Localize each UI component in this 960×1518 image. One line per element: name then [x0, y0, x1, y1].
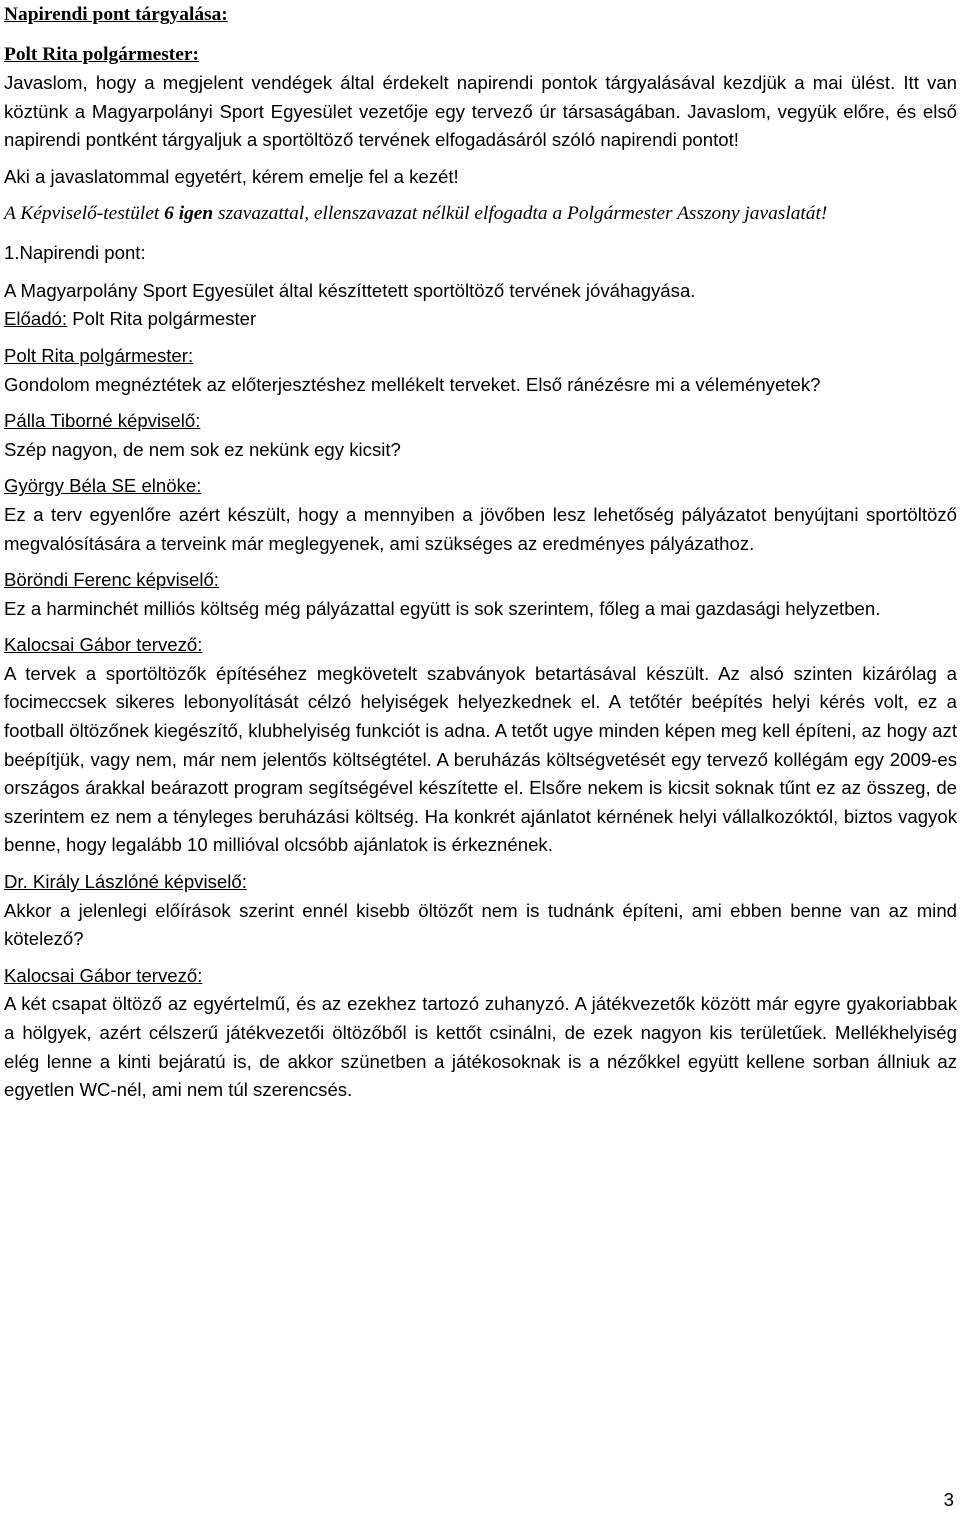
speaker-name: Polt Rita polgármester:	[4, 43, 199, 65]
speech-text: Gondolom megnéztétek az előterjesztéshez mellékelt terveket. Első ránézésre mi a véleményetek?	[4, 373, 821, 395]
speech-text: Akkor a jelenlegi előírások szerint ennél kisebb öltözőt nem is tudnánk építeni, ami ebben benne van az mind kötelező?	[4, 899, 957, 950]
speaker-heading	[4, 407, 957, 436]
document-page	[4, 0, 957, 1105]
speech-text: Ez a harminchét milliós költség még pályázattal együtt is sok szerintem, főleg a mai gazdasági helyzetben.	[4, 597, 881, 619]
speech-text: A tervek a sportöltözők építéséhez megkövetelt szabványok betartásával készült. Az alsó szinten kizárólag a focimeccsek sikeres lebonyolítását célzó helyiségek helyezkednek el. A tetőtér beépítés helyi kérés volt, ez a football öltözőnek kiegészítő, klubhelyiség funkciót is adna. A tetőt ugye minden képen meg kell építeni, az hogy azt beépítjük, vagy nem, már nem jelentős költségtétel. A beruházás költségvetését egy tervező kollégám egy 2009-es országos árakkal beárazott program segítségével készítette el. Elsőre nekem is kicsit soknak tűnt ez az összeg, de szerintem ez nem a tényleges beruházási költség. Ha konkrét ajánlatot kérnének helyi vállalkozóktól, biztos vagyok benne, hogy legalább 10 millióval olcsóbb ajánlatok is érkeznének.	[4, 662, 957, 856]
speaker-name: György Béla SE elnöke:	[4, 475, 202, 497]
speaker-name: Kalocsai Gábor tervező:	[4, 634, 203, 656]
agenda-item-title-text: 1.Napirendi pont:	[4, 242, 146, 264]
speaker-heading	[4, 342, 957, 371]
speaker-heading	[4, 631, 957, 660]
speaker-heading	[4, 962, 957, 991]
speaker-name: Polt Rita polgármester:	[4, 344, 194, 366]
speaker-heading	[4, 472, 957, 501]
presenter-line	[4, 305, 957, 334]
vote-count: 6	[164, 202, 174, 224]
vote-igen: igen	[178, 202, 214, 224]
resolution-before: A Képviselő-testület	[4, 202, 165, 224]
resolution-after: szavazattal, ellenszavazat nélkül elfogadta a Polgármester Asszony javaslatát!	[213, 202, 828, 224]
presenter-name: Polt Rita polgármester	[67, 308, 257, 330]
speaker-name: Böröndi Ferenc képviselő:	[4, 569, 219, 591]
vote-call: Aki a javaslatommal egyetért, kérem emelje fel a kezét!	[4, 165, 459, 187]
speech-text: Ez a terv egyenlőre azért készült, hogy a mennyiben a jövőben lesz lehetőség pályázatot benyújtani sportöltöző megvalósítására a terveink már meglegyenek, ami szükséges az eredményes pályázathoz.	[4, 503, 957, 554]
speaker-name: Dr. Király Lászlóné képviselő:	[4, 871, 247, 893]
speaker-name: Kalocsai Gábor tervező:	[4, 964, 203, 986]
page-number: 3	[943, 1489, 954, 1510]
agenda-item-subject: A Magyarpolány Sport Egyesület által készíttetett sportöltöző tervének jóváhagyása.	[4, 279, 696, 301]
resolution-text	[4, 200, 957, 229]
presenter-label: Előadó:	[4, 308, 68, 330]
speaker-name: Pálla Tiborné képviselő:	[4, 410, 201, 432]
speaker-heading	[4, 868, 957, 897]
agenda-heading: Napirendi pont tárgyalása:	[4, 4, 228, 25]
speech-text: Szép nagyon, de nem sok ez nekünk egy kicsit?	[4, 438, 401, 460]
agenda-item-title	[4, 239, 957, 269]
speaker-heading	[4, 41, 957, 70]
speech-text: Javaslom, hogy a megjelent vendégek által érdekelt napirendi pontok tárgyalásával kezdjük a mai ülést. Itt van köztünk a Magyarpolányi Sport Egyesület vezetője egy tervező úr társaságában. Javaslom, vegyük előre, és első napirendi pontként tárgyaljuk a sportöltöző tervének elfogadásáról szóló napirendi pontot!	[4, 72, 957, 151]
speaker-heading	[4, 566, 957, 595]
speech-text: A két csapat öltöző az egyértelmű, és az ezekhez tartozó zuhanyzó. A játékvezetők között már egyre gyakoriabbak a hölgyek, azért célszerű játékvezetői öltözőből is kettőt csinálni, de ezek nagyon kis területűek. Mellékhelyiség elég lenne a kinti bejáratú is, de akkor szünetben a játékosoknak is a nézőkkel együtt kellene sorban állniuk az egyetlen WC-nél, ami nem túl szerencsés.	[4, 993, 957, 1101]
